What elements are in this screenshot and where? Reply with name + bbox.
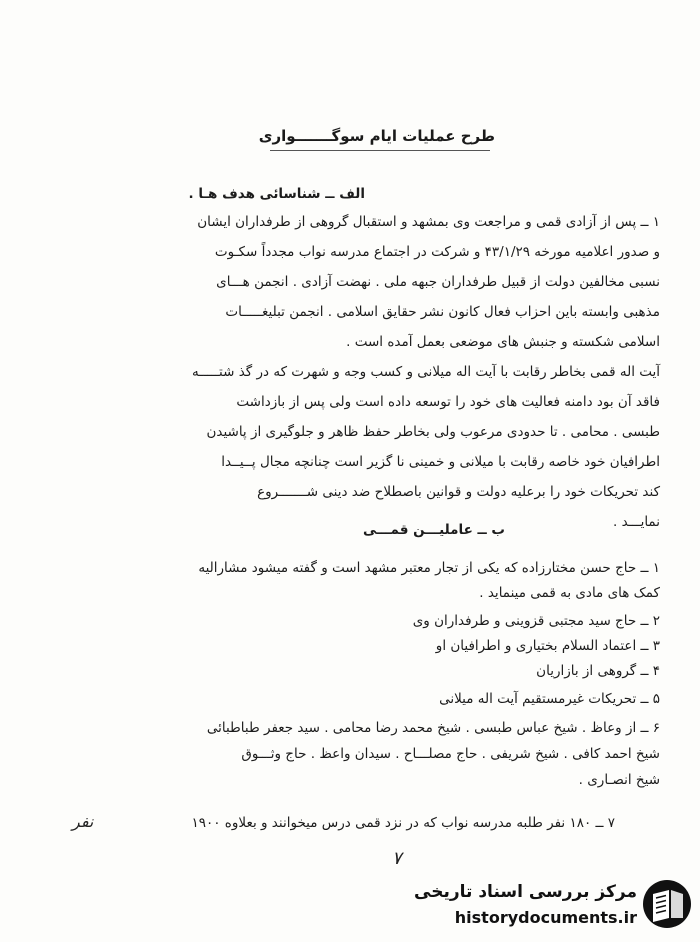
list-item: ۵ ــ تحریکات غیرمستقیم آیت اله میلانی bbox=[439, 691, 660, 707]
section-b-heading: ب ــ عاملیـــن قمـــی bbox=[363, 522, 505, 538]
book-logo-icon bbox=[641, 878, 693, 930]
paragraph-1-line: ۱ ــ پس از آزادی قمی و مراجعت وی بمشهد و استقبال گروهی از طرفداران ایشان bbox=[197, 214, 660, 230]
list-item: شیخ احمد کافی . شیخ شریفی . حاج مصلـــاح . سیدان واعظ . حاج وثـــوق bbox=[241, 746, 660, 762]
paragraph-1-line: مذهبی وابسته باین احزاب فعال کانون نشر حقایق اسلامی . انجمن تبلیغـــــات bbox=[225, 304, 660, 320]
paragraph-2-line: نمایـــد . bbox=[613, 514, 660, 530]
paragraph-1-line: نسبی مخالفین دولت از قبیل طرفداران جبهه ملی . نهضت آزادی . انجمن هـــای bbox=[216, 274, 660, 290]
list-item: ۳ ــ اعتماد السلام بختیاری و اطرافیان او bbox=[435, 638, 660, 654]
watermark-name: مرکز بررسی اسناد تاریخی bbox=[414, 882, 637, 902]
list-item: ۱ ــ حاج حسن مختارزاده که یکی از تجار معتبر مشهد است و گفته میشود مشارالیه bbox=[198, 560, 660, 576]
paragraph-2-line: فاقد آن بود دامنه فعالیت های خود را توسعه داده است ولی پس از بازداشت bbox=[236, 394, 660, 410]
paragraph-2-line: آیت اله قمی بخاطر رقابت با آیت اله میلانی و کسب وجه و شهرت که در گذ شتـــــه bbox=[192, 364, 660, 380]
list-item: ۷ ــ ۱۸۰ نفر طلبه مدرسه نواب که در نزد قمی درس میخوانند و بعلاوه ۱۹۰۰ bbox=[191, 815, 615, 831]
watermark bbox=[415, 878, 695, 934]
list-item: شیخ انصـاری . bbox=[578, 772, 660, 788]
paragraph-1-line: و صدور اعلامیه مورخه ۴۳/۱/۲۹ و شرکت در اجتماع مدرسه نواب مجدداً سکـوت bbox=[214, 244, 660, 260]
list-item: ۶ ــ از وعاظ . شیخ عباس طبسی . شیخ محمد رضا محامی . سید جعفر طباطبائی bbox=[206, 720, 660, 736]
title-underline bbox=[270, 150, 490, 151]
paragraph-2-line: اطرافیان خود خاصه رقابت با میلانی و خمینی نا گزیر است چنانچه مجال پــیــدا bbox=[221, 454, 660, 470]
page-mark: ۷ bbox=[392, 848, 402, 869]
section-a-heading: الف ــ شناسائی هدف هـا . bbox=[188, 186, 365, 202]
list-item: کمک های مادی به قمی مینماید . bbox=[479, 585, 660, 601]
paragraph-2-line: کند تحریکات خود را برعلیه دولت و قوانین باصطلاح ضد دینی شـــــــروع bbox=[257, 484, 660, 500]
watermark-url: historydocuments.ir bbox=[454, 908, 637, 927]
document-title: طرح عملیات ایام سوگـــــــواری bbox=[258, 127, 495, 145]
list-item: ۴ ــ گروهی از بازاریان bbox=[536, 663, 660, 679]
paragraph-2-line: طبسی . محامی . تا حدودی مرعوب ولی بخاطر حفظ ظاهر و جلوگیری از پاشیدن bbox=[206, 424, 660, 440]
paragraph-1-line: اسلامی شکسته و جنبش های موضعی بعمل آمده است . bbox=[346, 334, 660, 350]
handwritten-note: نفر bbox=[72, 812, 94, 831]
list-item: ۲ ــ حاج سید مجتبی قزوینی و طرفداران وی bbox=[412, 613, 660, 629]
